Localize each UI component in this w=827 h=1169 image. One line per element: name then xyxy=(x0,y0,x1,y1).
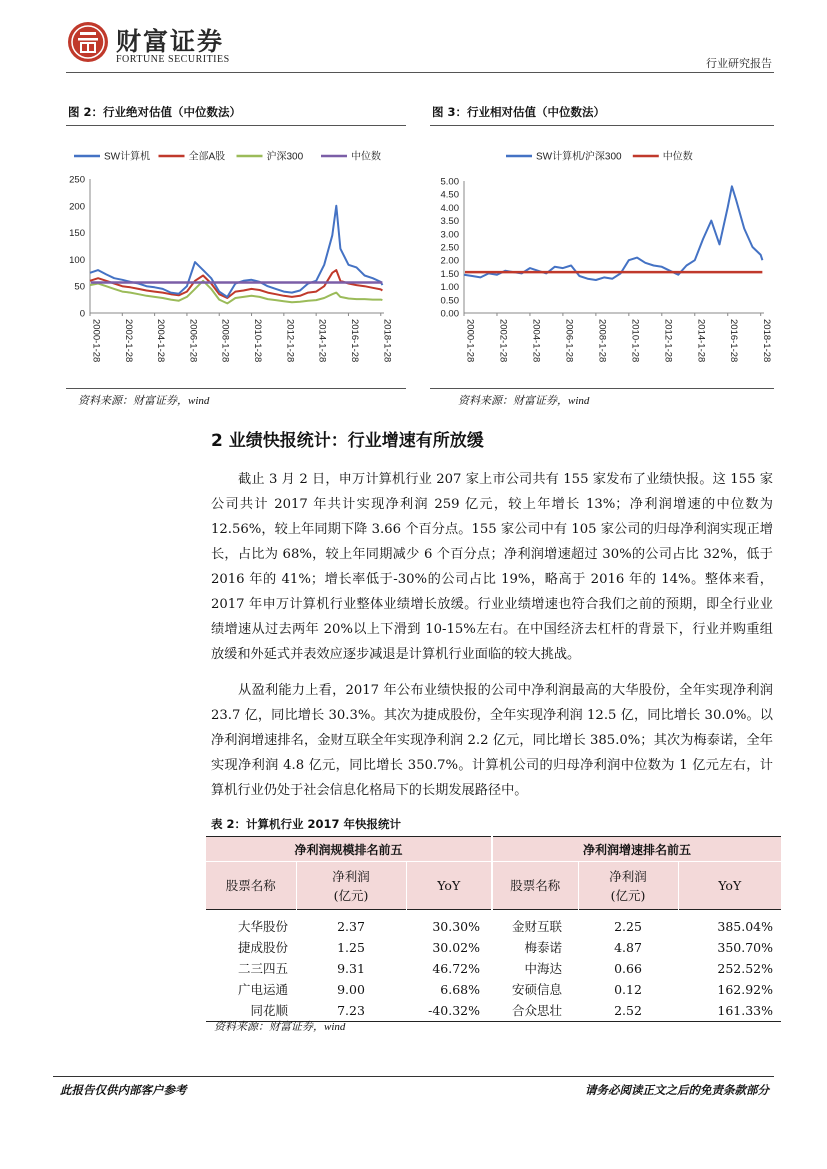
table-row xyxy=(206,916,781,937)
y-tick-label: 5.00 xyxy=(440,176,459,188)
report-type: 行业研究报告 xyxy=(706,57,772,70)
x-tick-label: 2016-1-28 xyxy=(728,319,740,363)
cell-right-profit: 4.87 xyxy=(614,939,642,955)
paragraph-2: 从盈利能力上看，2017 年公布业绩快报的公司中净利润最高的大华股份，全年实现净利润 23.7 亿，同比增长 30.3%。其次为捷成股份，全年实现净利润 12.5 亿，同比增长 30.0%。以净利润增速排名，金财互联全年实现净利润 2.2 亿元，同比增长 385.0%；其次为梅泰诺，全年实现净利润 4.8 亿元，同比增长 350.7%。计算机公司的归母净利润中位数为 1 亿元左右，计算机行业仍处于社会信息化格局下的长期发展路径中。 xyxy=(211,683,773,798)
col-header-profit-right-l2: (亿元) xyxy=(610,887,646,903)
cell-left-name: 广电运通 xyxy=(237,982,288,997)
col-header-name-left: 股票名称 xyxy=(206,862,296,910)
brand-name-en: FORTUNE SECURITIES xyxy=(116,54,230,65)
y-tick-label: 1.50 xyxy=(440,268,459,280)
y-tick-label: 3.50 xyxy=(440,216,459,228)
figure2-title-rule xyxy=(66,125,406,126)
col-header-profit-right-l1: 净利润 xyxy=(609,868,647,884)
table-row xyxy=(206,979,781,1000)
section-title: 2 业绩快报统计：行业增速有所放缓 xyxy=(211,431,484,451)
cell-right-yoy: 385.04% xyxy=(717,918,773,934)
y-tick-label: 2.50 xyxy=(440,242,459,254)
figure3-source: 资料来源：财富证券，wind xyxy=(458,395,590,407)
col-header-profit-left xyxy=(296,862,406,910)
y-tick-label: 50 xyxy=(74,281,85,293)
earnings-table xyxy=(206,836,781,1022)
x-tick-label: 2000-1-28 xyxy=(90,319,102,363)
x-tick-label: 2008-1-28 xyxy=(219,319,231,363)
figure2-title: 图 2：行业绝对估值（中位数法） xyxy=(68,105,242,119)
cell-right-profit: 2.52 xyxy=(614,1002,642,1018)
series-line xyxy=(464,186,762,280)
cell-right-name: 安硕信息 xyxy=(511,982,562,997)
x-tick-label: 2016-1-28 xyxy=(348,319,360,363)
brand-logo xyxy=(66,20,110,64)
x-tick-label: 2010-1-28 xyxy=(629,319,641,363)
cell-left-name: 捷成股份 xyxy=(237,940,288,955)
figure3-y-ticks xyxy=(441,177,460,320)
col-header-name-right: 股票名称 xyxy=(492,862,578,910)
figure3-series xyxy=(464,186,762,280)
table-row xyxy=(206,958,781,979)
legend-label: 中位数 xyxy=(351,151,381,163)
figure3-title-rule xyxy=(430,125,774,126)
y-tick-label: 150 xyxy=(69,228,85,240)
cell-right-yoy: 252.52% xyxy=(717,960,773,976)
x-tick-label: 2008-1-28 xyxy=(596,319,608,363)
cell-left-yoy: 30.30% xyxy=(432,918,480,934)
x-tick-label: 2010-1-28 xyxy=(252,319,264,363)
cell-left-yoy: -40.32% xyxy=(428,1002,480,1018)
brand-name-cn: 财富证券 xyxy=(116,27,225,56)
col-header-yoy-left: YoY xyxy=(406,862,492,910)
figure2-series xyxy=(90,206,382,304)
col-header-profit-right xyxy=(578,862,678,910)
legend-label: 沪深300 xyxy=(266,151,304,163)
y-tick-label: 0.50 xyxy=(440,295,459,307)
figure3-x-ticks xyxy=(464,313,772,362)
x-tick-label: 2002-1-28 xyxy=(122,319,134,363)
cell-left-yoy: 30.02% xyxy=(432,939,480,955)
figure2-y-ticks xyxy=(69,175,85,320)
cell-left-profit: 9.00 xyxy=(337,981,365,997)
cell-left-profit: 9.31 xyxy=(337,960,365,976)
y-tick-label: 2.00 xyxy=(440,255,459,267)
x-tick-label: 2012-1-28 xyxy=(662,319,674,363)
x-tick-label: 2014-1-28 xyxy=(695,319,707,363)
cell-left-name: 同花顺 xyxy=(250,1003,288,1018)
footer-rule xyxy=(53,1076,774,1077)
table-source: 资料来源：财富证券，wind xyxy=(214,1021,346,1033)
figure2-x-ticks xyxy=(90,313,392,362)
cell-left-profit: 2.37 xyxy=(337,918,365,934)
figure2-chart xyxy=(66,140,406,385)
legend-label: SW计算机/沪深300 xyxy=(536,151,622,163)
group-right-header: 净利润增速排名前五 xyxy=(492,837,781,862)
y-tick-label: 4.00 xyxy=(440,202,459,214)
x-tick-label: 2012-1-28 xyxy=(284,319,296,363)
cell-right-name: 合众思壮 xyxy=(511,1003,562,1018)
legend-label: SW计算机 xyxy=(104,151,151,163)
table-title: 表 2：计算机行业 2017 年快报统计 xyxy=(211,817,402,831)
figure3-legend xyxy=(506,150,693,163)
y-tick-label: 3.00 xyxy=(440,229,459,241)
x-tick-label: 2006-1-28 xyxy=(563,319,575,363)
footer-disclaimer-right: 请务必阅读正文之后的免责条款部分 xyxy=(585,1083,769,1097)
x-tick-label: 2018-1-28 xyxy=(761,319,773,363)
y-tick-label: 200 xyxy=(69,201,85,213)
section-body xyxy=(211,467,773,803)
cell-right-name: 金财互联 xyxy=(511,919,562,934)
figure2-source: 资料来源：财富证券，wind xyxy=(78,395,210,407)
x-tick-label: 2018-1-28 xyxy=(381,319,393,363)
cell-left-profit: 1.25 xyxy=(337,939,365,955)
paragraph-1: 截止 3 月 2 日，申万计算机行业 207 家上市公司共有 155 家发布了业绩快报。这 155 家公司共计 2017 年共计实现净利润 259 亿元，较上年增长 13%；净利润增速的中位数为 12.56%，较上年同期下降 3.66 个百分点。155 家公司中有 105 家公司的归母净利润实现正增长，占比为 68%，较上年同期减少 6 个百分点；净利润增速超过 30%的公司占比 32%，低于 2016 年的 41%；增长率低于-30%的公司占比 19%，略高于 2016 年的 14%。整体来看，2017 年申万计算机行业整体业绩增长放缓。行业业绩增速也符合我们之前的预期，即全行业业绩增速从过去两年 20%以上下滑到 10-15%左右。在中国经济去杠杆的背景下，行业并购重组放缓和外延式并表效应逐步减退是计算机行业面临的较大挑战。 xyxy=(211,472,773,662)
group-left-header: 净利润规模排名前五 xyxy=(206,837,492,862)
logo-seal-icon xyxy=(66,20,110,64)
y-tick-label: 0.00 xyxy=(440,308,459,320)
cell-left-yoy: 46.72% xyxy=(432,960,480,976)
figure3-source-rule xyxy=(430,388,774,389)
x-tick-label: 2004-1-28 xyxy=(155,319,167,363)
figure3-axes xyxy=(464,181,764,313)
y-tick-label: 4.50 xyxy=(440,189,459,201)
cell-right-profit: 2.25 xyxy=(614,918,642,934)
x-tick-label: 2000-1-28 xyxy=(464,319,476,363)
figure2-legend xyxy=(74,150,381,163)
cell-right-profit: 0.12 xyxy=(614,981,642,997)
header-rule xyxy=(66,72,774,73)
y-tick-label: 0 xyxy=(79,308,85,320)
table-row xyxy=(206,937,781,958)
cell-right-yoy: 350.70% xyxy=(717,939,773,955)
figure2-source-rule xyxy=(66,388,406,389)
col-header-yoy-right: YoY xyxy=(678,862,781,910)
cell-left-yoy: 6.68% xyxy=(440,981,480,997)
y-tick-label: 250 xyxy=(69,174,85,186)
figure3-title: 图 3：行业相对估值（中位数法） xyxy=(432,105,606,119)
x-tick-label: 2006-1-28 xyxy=(187,319,199,363)
col-header-profit-left-l1: 净利润 xyxy=(332,868,370,884)
cell-right-name: 中海达 xyxy=(524,961,562,976)
cell-right-profit: 0.66 xyxy=(614,960,642,976)
figure3-chart xyxy=(430,140,774,385)
cell-left-name: 二三四五 xyxy=(237,961,288,976)
y-tick-label: 1.00 xyxy=(440,282,459,294)
y-tick-label: 100 xyxy=(69,254,85,266)
cell-left-name: 大华股份 xyxy=(237,919,288,934)
x-tick-label: 2004-1-28 xyxy=(530,319,542,363)
legend-label: 中位数 xyxy=(662,151,693,163)
cell-left-profit: 7.23 xyxy=(337,1002,365,1018)
col-header-profit-left-l2: (亿元) xyxy=(333,887,369,903)
x-tick-label: 2014-1-28 xyxy=(316,319,328,363)
legend-label: 全部A股 xyxy=(188,151,226,163)
cell-right-yoy: 162.92% xyxy=(717,981,773,997)
cell-right-yoy: 161.33% xyxy=(717,1002,773,1018)
cell-right-name: 梅泰诺 xyxy=(524,940,562,955)
x-tick-label: 2002-1-28 xyxy=(497,319,509,363)
footer-disclaimer-left: 此报告仅供内部客户参考 xyxy=(60,1083,187,1097)
